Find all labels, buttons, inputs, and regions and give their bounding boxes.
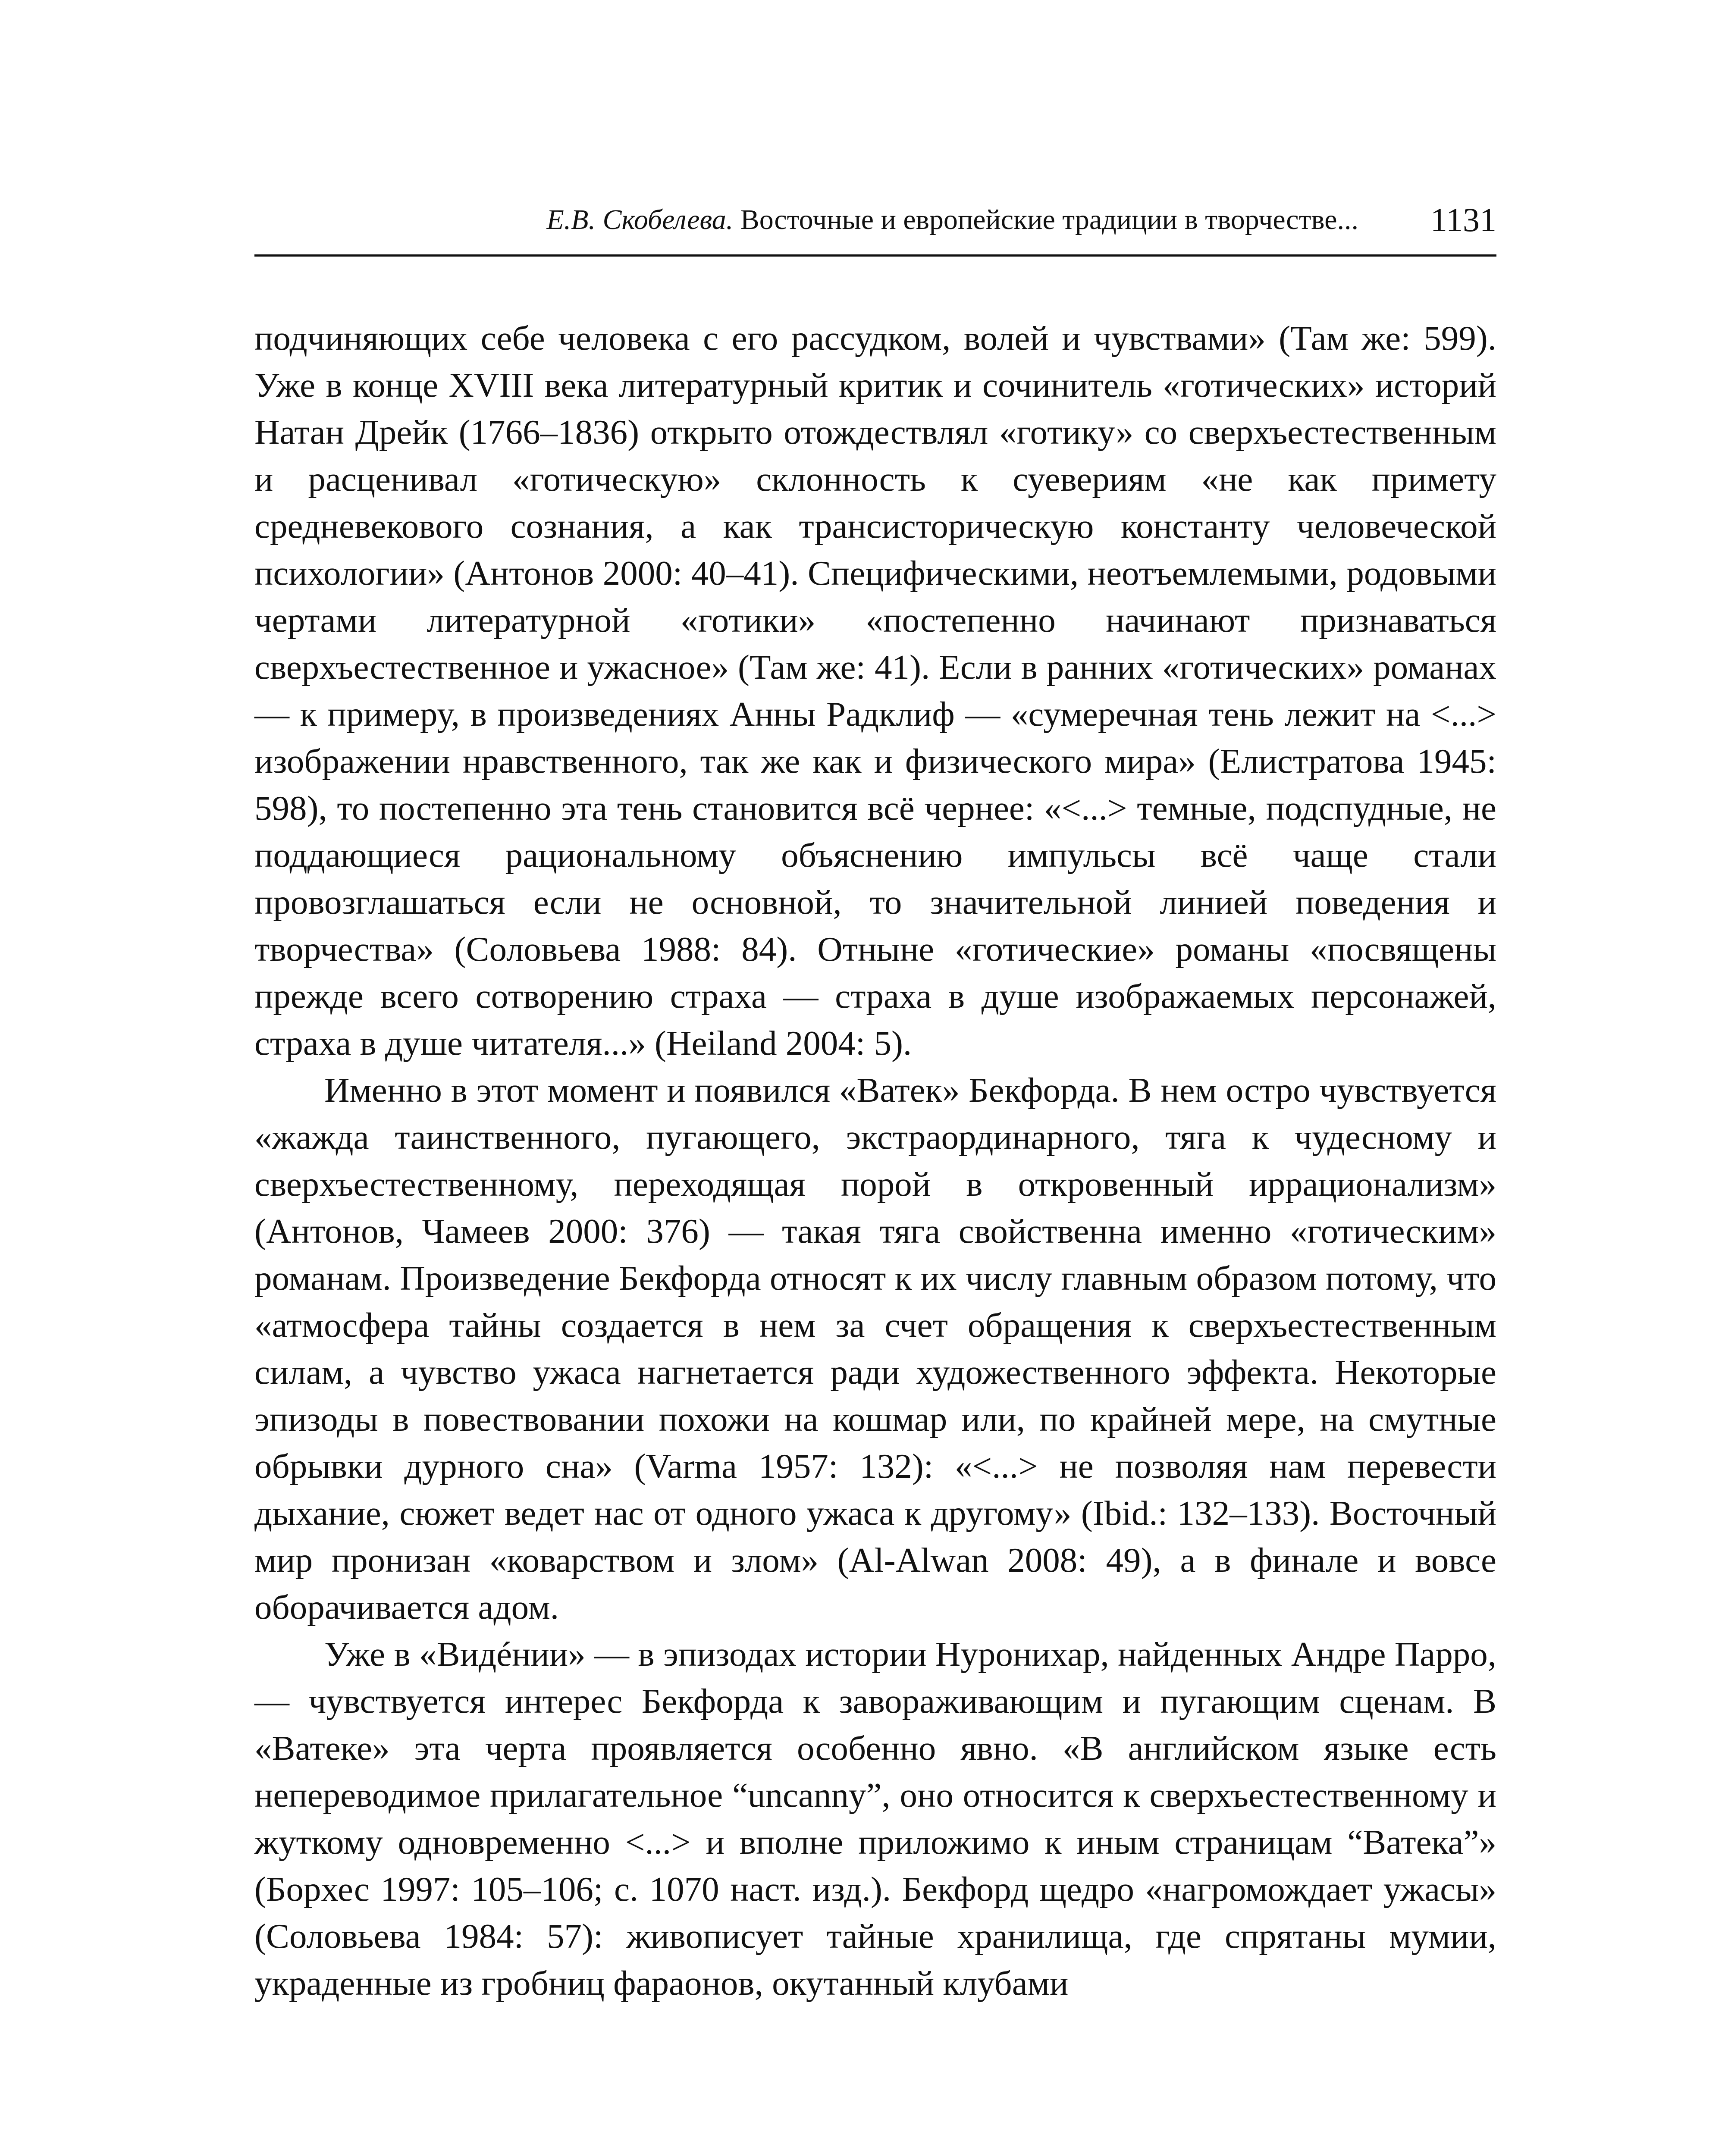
- paragraph-1: подчиняющих себе человека с его рассудком, волей и чувствами» (Там же: 599). Уже в конце XVIII века литературный критик и сочинитель «готических» историй Натан Дрейк (1766–1836) открыто отождествлял «готику» со сверхъестественным и расценивал «готическую» склонность к суевериям «не как примету средневекового сознания, а как трансисторическую константу человеческой психологии» (Антонов 2000: 40–41). Специфическими, неотъемлемыми, родовыми чертами литературной «готики» «постепенно начинают признаваться сверхъестественное и ужасное» (Там же: 41). Если в ранних «готических» романах — к примеру, в произведениях Анны Радклиф — «сумеречная тень лежит на <...> изображении нравственного, так же как и физического мира» (Елистратова 1945: 598), то постепенно эта тень становится всё чернее: «<...> темные, подспудные, не поддающиеся рациональному объяснению импульсы всё чаще стали провозглашаться если не основной, то значительной линией поведения и творчества» (Соловьева 1988: 84). Отныне «готические» романы «посвящены прежде всего сотворению страха — страха в душе изображаемых персонажей, страха в душе читателя...» (Heiland 2004: 5).: [254, 319, 1496, 1062]
- running-head-text: [254, 203, 1358, 237]
- running-head: [254, 203, 1496, 250]
- body-text: [254, 315, 1496, 2007]
- header-rule: [254, 254, 1496, 257]
- running-head-author: Е.В. Скобелева.: [546, 204, 734, 235]
- paragraph-3: Уже в «Видéнии» — в эпизодах истории Нуронихар, найденных Андре Парро, — чувствуется интерес Бекфорда к завораживающим и пугающим сценам. В «Ватеке» эта черта проявляется особенно явно. «В английском языке есть непереводимое прилагательное “uncanny”, оно относится к сверхъестественному и жуткому одновременно <...> и вполне приложимо к иным страницам “Ватека”» (Борхес 1997: 105–106; с. 1070 наст. изд.). Бекфорд щедро «нагромождает ужасы» (Соловьева 1984: 57): живописует тайные хранилища, где спрятаны мумии, украденные из гробниц фараонов, окутанный клубами: [254, 1635, 1496, 2002]
- running-head-title: Восточные и европейские традиции в творчестве...: [740, 204, 1358, 235]
- paragraph-2: Именно в этот момент и появился «Ватек» Бекфорда. В нем остро чувствуется «жажда таинственного, пугающего, экстраординарного, тяга к чудесному и сверхъестественному, переходящая порой в откровенный иррационализм» (Антонов, Чамеев 2000: 376) — такая тяга свойственна именно «готическим» романам. Произведение Бекфорда относят к их числу главным образом потому, что «атмосфера тайны создается в нем за счет обращения к сверхъестественным силам, а чувство ужаса нагнетается ради художественного эффекта. Некоторые эпизоды в повествовании похожи на кошмар или, по крайней мере, на смутные обрывки дурного сна» (Varma 1957: 132): «<...> не позволяя нам перевести дыхание, сюжет ведет нас от одного ужаса к другому» (Ibid.: 132–133). Восточный мир пронизан «коварством и злом» (Al-Alwan 2008: 49), а в финале и вовсе оборачивается адом.: [254, 1071, 1496, 1626]
- page-number: 1131: [1430, 201, 1496, 238]
